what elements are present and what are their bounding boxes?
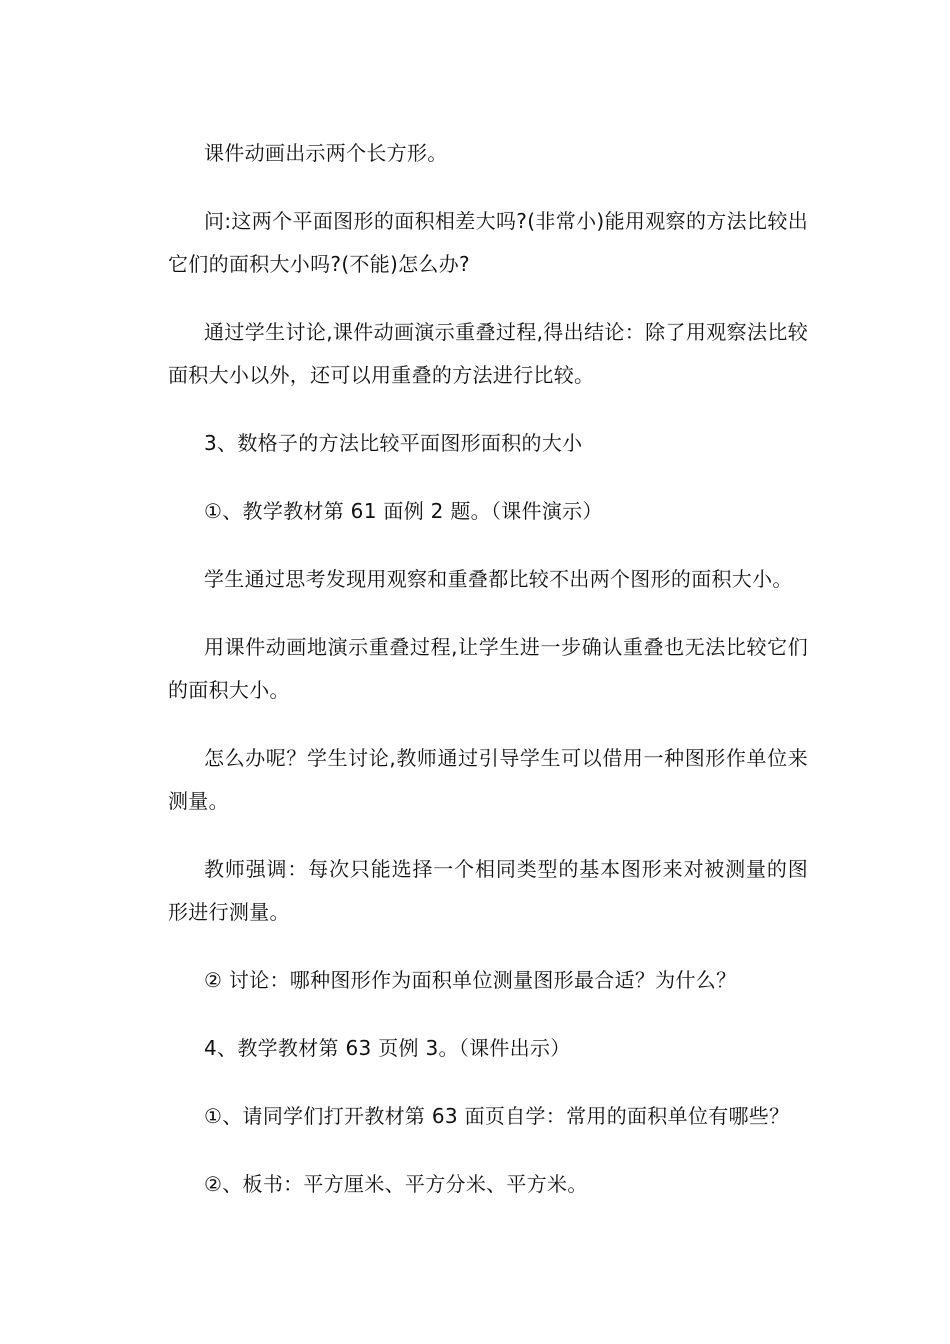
paragraph-5: ①、教学教材第 61 面例 2 题。（课件演示） (204, 499, 603, 523)
paragraph-10: ② 讨论：哪种图形作为面积单位测量图形最合适？为什么？ (204, 968, 737, 992)
paragraph-8: 怎么办呢？学生讨论,教师通过引导学生可以借用一种图形作单位来测量。 (168, 746, 808, 813)
paragraph-9: 教师强调：每次只能选择一个相同类型的基本图形来对被测量的图形进行测量。 (168, 857, 808, 924)
paragraph-6: 学生通过思考发现用观察和重叠都比较不出两个图形的面积大小。 (204, 567, 793, 591)
paragraph-4: 3、数格子的方法比较平面图形面积的大小 (204, 431, 583, 455)
paragraph-12: ①、请同学们打开教材第 63 面页自学：常用的面积单位有哪些？ (204, 1104, 790, 1128)
paragraph-1: 课件动画出示两个长方形。 (204, 141, 448, 165)
document-body (168, 132, 808, 1231)
paragraph-2: 问:这两个平面图形的面积相差大吗?(非常小)能用观察的方法比较出它们的面积大小吗?(不能)怎么办? (168, 209, 808, 276)
paragraph-3: 通过学生讨论,课件动画演示重叠过程,得出结论：除了用观察法比较面积大小以外，还可以用重叠的方法进行比较。 (168, 320, 808, 387)
paragraph-7: 用课件动画地演示重叠过程,让学生进一步确认重叠也无法比较它们的面积大小。 (168, 635, 808, 702)
paragraph-13: ②、板书：平方厘米、平方分米、平方米。 (204, 1172, 588, 1196)
paragraph-11: 4、教学教材第 63 页例 3。（课件出示） (204, 1036, 571, 1060)
